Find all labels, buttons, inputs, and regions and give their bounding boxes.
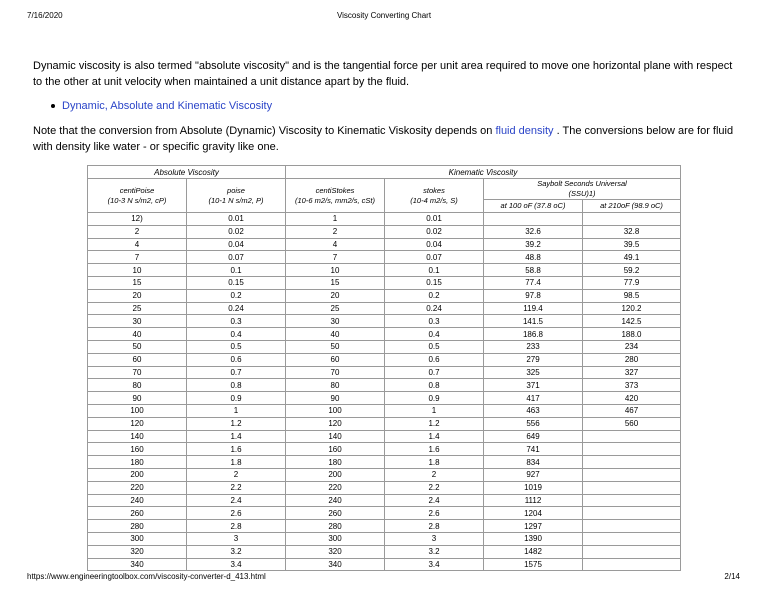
table-cell: 0.04 xyxy=(385,238,484,251)
table-cell: 12) xyxy=(88,213,187,226)
table-cell: 279 xyxy=(484,353,583,366)
table-cell: 417 xyxy=(484,392,583,405)
table-cell xyxy=(583,481,681,494)
table-cell: 320 xyxy=(286,545,385,558)
table-cell: 280 xyxy=(286,520,385,533)
table-cell: 15 xyxy=(286,276,385,289)
table-cell: 100 xyxy=(286,404,385,417)
table-cell xyxy=(583,468,681,481)
table-cell: 60 xyxy=(88,353,187,366)
table-cell: 25 xyxy=(88,302,187,315)
table-cell: 141.5 xyxy=(484,315,583,328)
table-cell: 120 xyxy=(88,417,187,430)
table-cell: 0.01 xyxy=(385,213,484,226)
table-cell xyxy=(583,532,681,545)
table-cell: 300 xyxy=(88,532,187,545)
table-row xyxy=(88,328,681,341)
table-cell: 2.4 xyxy=(385,494,484,507)
table-cell: 1575 xyxy=(484,558,583,571)
table-cell xyxy=(583,520,681,533)
table-cell: 140 xyxy=(286,430,385,443)
table-cell: 70 xyxy=(88,366,187,379)
table-cell: 0.7 xyxy=(187,366,286,379)
table-cell xyxy=(583,494,681,507)
table-cell: 1 xyxy=(187,404,286,417)
table-cell: 90 xyxy=(88,392,187,405)
table-cell: 1482 xyxy=(484,545,583,558)
table-cell: 2.2 xyxy=(385,481,484,494)
table-cell: 1.2 xyxy=(187,417,286,430)
table-row xyxy=(88,289,681,302)
table-cell: 556 xyxy=(484,417,583,430)
table-cell: 98.5 xyxy=(583,289,681,302)
col-ssu xyxy=(484,179,681,200)
group-absolute-viscosity: Absolute Viscosity xyxy=(88,166,286,179)
table-cell: 0.2 xyxy=(187,289,286,302)
table-row xyxy=(88,379,681,392)
table-row xyxy=(88,392,681,405)
table-cell: 233 xyxy=(484,340,583,353)
col-centipoise-unit: (10-3 N s/m2, cP) xyxy=(107,195,167,205)
table-cell: 0.02 xyxy=(187,225,286,238)
col-centipoise-label: centiPoise xyxy=(119,185,155,195)
table-row xyxy=(88,302,681,315)
table-cell: 120 xyxy=(286,417,385,430)
table-cell xyxy=(583,545,681,558)
table-cell: 1.8 xyxy=(187,456,286,469)
table-row xyxy=(88,238,681,251)
table-cell: 30 xyxy=(286,315,385,328)
table-cell: 373 xyxy=(583,379,681,392)
table-cell: 140 xyxy=(88,430,187,443)
fluid-density-link[interactable]: fluid density xyxy=(495,125,554,137)
table-cell: 40 xyxy=(88,328,187,341)
table-cell: 97.8 xyxy=(484,289,583,302)
table-cell: 188.0 xyxy=(583,328,681,341)
table-cell: 1 xyxy=(286,213,385,226)
table-cell: 20 xyxy=(286,289,385,302)
table-cell: 2.2 xyxy=(187,481,286,494)
page-number: 2/14 xyxy=(724,572,740,581)
table-cell: 0.1 xyxy=(187,264,286,277)
table-cell: 4 xyxy=(88,238,187,251)
table-cell: 0.9 xyxy=(187,392,286,405)
table-cell: 0.02 xyxy=(385,225,484,238)
table-cell: 260 xyxy=(286,507,385,520)
table-cell: 0.2 xyxy=(385,289,484,302)
table-cell: 300 xyxy=(286,532,385,545)
table-cell: 220 xyxy=(88,481,187,494)
table-cell xyxy=(583,213,681,226)
col-ssu-label: Saybolt Seconds Universal xyxy=(537,179,627,188)
table-row xyxy=(88,264,681,277)
table-cell: 0.07 xyxy=(187,251,286,264)
table-cell: 420 xyxy=(583,392,681,405)
table-cell: 1.6 xyxy=(385,443,484,456)
table-cell: 1.8 xyxy=(385,456,484,469)
table-cell: 0.4 xyxy=(187,328,286,341)
table-cell: 0.6 xyxy=(187,353,286,366)
table-cell: 1 xyxy=(385,404,484,417)
table-cell: 280 xyxy=(583,353,681,366)
table-cell: 0.15 xyxy=(187,276,286,289)
table-cell: 2.6 xyxy=(385,507,484,520)
table-cell: 39.5 xyxy=(583,238,681,251)
related-link-item xyxy=(51,98,738,114)
table-cell: 0.1 xyxy=(385,264,484,277)
table-cell: 0.6 xyxy=(385,353,484,366)
table-cell: 58.8 xyxy=(484,264,583,277)
table-cell: 240 xyxy=(88,494,187,507)
table-cell: 927 xyxy=(484,468,583,481)
col-poise-label: poise xyxy=(227,185,245,195)
table-cell: 2.4 xyxy=(187,494,286,507)
col-ssu-sub: (SSU)1) xyxy=(568,189,596,198)
table-cell: 160 xyxy=(88,443,187,456)
col-stokes-unit: (10-4 m2/s, S) xyxy=(410,195,458,205)
col-stokes xyxy=(385,179,484,213)
table-cell: 240 xyxy=(286,494,385,507)
table-cell: 1204 xyxy=(484,507,583,520)
table-cell: 741 xyxy=(484,443,583,456)
table-cell: 340 xyxy=(286,558,385,571)
table-cell: 220 xyxy=(286,481,385,494)
table-row xyxy=(88,251,681,264)
table-row xyxy=(88,366,681,379)
table-cell: 70 xyxy=(286,366,385,379)
col-stokes-label: stokes xyxy=(423,185,445,195)
article-body xyxy=(33,58,738,155)
table-cell: 280 xyxy=(88,520,187,533)
col-ssu-100f: at 100 oF (37.8 oC) xyxy=(484,200,583,213)
table-body xyxy=(88,213,681,571)
table-row xyxy=(88,225,681,238)
table-cell: 1112 xyxy=(484,494,583,507)
table-cell: 2 xyxy=(286,225,385,238)
table-cell: 1.4 xyxy=(187,430,286,443)
table-cell: 2 xyxy=(187,468,286,481)
table-row xyxy=(88,417,681,430)
table-cell: 15 xyxy=(88,276,187,289)
table-cell: 32.6 xyxy=(484,225,583,238)
table-cell: 48.8 xyxy=(484,251,583,264)
group-kinematic-viscosity: Kinematic Viscosity xyxy=(286,166,681,179)
table-cell: 186.8 xyxy=(484,328,583,341)
table-cell: 0.7 xyxy=(385,366,484,379)
table-cell: 50 xyxy=(286,340,385,353)
table-cell: 463 xyxy=(484,404,583,417)
viscosity-table xyxy=(87,165,681,571)
col-centipoise xyxy=(88,179,187,213)
col-centistokes-unit: (10-6 m2/s, mm2/s, cSt) xyxy=(294,195,375,205)
table-row xyxy=(88,520,681,533)
table-cell: 49.1 xyxy=(583,251,681,264)
table-cell: 0.24 xyxy=(385,302,484,315)
col-centistokes xyxy=(286,179,385,213)
table-cell: 0.5 xyxy=(385,340,484,353)
table-cell: 20 xyxy=(88,289,187,302)
table-cell xyxy=(583,507,681,520)
table-cell: 180 xyxy=(286,456,385,469)
table-cell: 10 xyxy=(286,264,385,277)
table-cell: 2 xyxy=(385,468,484,481)
table-row xyxy=(88,213,681,226)
table-cell: 3 xyxy=(187,532,286,545)
table-row xyxy=(88,494,681,507)
table-cell: 260 xyxy=(88,507,187,520)
table-cell: 80 xyxy=(286,379,385,392)
table-cell: 7 xyxy=(88,251,187,264)
col-poise-unit: (10-1 N s/m2, P) xyxy=(208,195,264,205)
viscosity-link[interactable]: Dynamic, Absolute and Kinematic Viscosity xyxy=(62,100,273,112)
table-cell: 120.2 xyxy=(583,302,681,315)
table-cell: 0.5 xyxy=(187,340,286,353)
table-cell: 1.6 xyxy=(187,443,286,456)
table-cell: 0.3 xyxy=(187,315,286,328)
table-cell: 3.2 xyxy=(187,545,286,558)
table-cell: 4 xyxy=(286,238,385,251)
table-cell: 0.9 xyxy=(385,392,484,405)
table-cell: 467 xyxy=(583,404,681,417)
col-centistokes-label: centiStokes xyxy=(315,185,355,195)
table-cell: 119.4 xyxy=(484,302,583,315)
table-row xyxy=(88,276,681,289)
table-row xyxy=(88,353,681,366)
table-row xyxy=(88,315,681,328)
table-cell: 25 xyxy=(286,302,385,315)
table-cell xyxy=(583,430,681,443)
table-row xyxy=(88,545,681,558)
table-cell: 100 xyxy=(88,404,187,417)
table-row xyxy=(88,507,681,520)
table-cell: 90 xyxy=(286,392,385,405)
table-cell: 39.2 xyxy=(484,238,583,251)
table-cell: 0.04 xyxy=(187,238,286,251)
table-cell: 327 xyxy=(583,366,681,379)
table-cell: 200 xyxy=(88,468,187,481)
table-cell: 3.4 xyxy=(385,558,484,571)
table-cell: 0.01 xyxy=(187,213,286,226)
table-cell: 1019 xyxy=(484,481,583,494)
table-cell: 32.8 xyxy=(583,225,681,238)
table-row xyxy=(88,340,681,353)
table-cell: 2.8 xyxy=(187,520,286,533)
table-cell: 3.2 xyxy=(385,545,484,558)
intro-paragraph: Dynamic viscosity is also termed "absolute viscosity" and is the tangential force per unit area required to move one horizontal plane with respect to the other at unit velocity when maintained a unit distance apart by the fluid. xyxy=(33,60,733,88)
table-cell: 0.15 xyxy=(385,276,484,289)
table-row xyxy=(88,443,681,456)
table-row xyxy=(88,532,681,545)
table-cell: 1390 xyxy=(484,532,583,545)
table-cell: 649 xyxy=(484,430,583,443)
table-cell: 10 xyxy=(88,264,187,277)
table-cell: 0.4 xyxy=(385,328,484,341)
table-row xyxy=(88,481,681,494)
table-cell: 30 xyxy=(88,315,187,328)
table-cell: 3 xyxy=(385,532,484,545)
table-cell: 77.9 xyxy=(583,276,681,289)
table-row xyxy=(88,430,681,443)
col-ssu-210f: at 210oF (98.9 oC) xyxy=(583,200,681,213)
table-cell: 2 xyxy=(88,225,187,238)
table-cell: 59.2 xyxy=(583,264,681,277)
table-cell: 0.3 xyxy=(385,315,484,328)
table-cell: 200 xyxy=(286,468,385,481)
note-paragraph xyxy=(33,123,738,155)
table-cell xyxy=(583,558,681,571)
table-cell: 371 xyxy=(484,379,583,392)
table-cell: 77.4 xyxy=(484,276,583,289)
note-text-before: Note that the conversion from Absolute (Dynamic) Viscosity to Kinematic Viskosity depends on xyxy=(33,125,496,137)
table-cell: 560 xyxy=(583,417,681,430)
table-cell: 142.5 xyxy=(583,315,681,328)
table-row xyxy=(88,404,681,417)
table-cell: 3.4 xyxy=(187,558,286,571)
table-cell: 325 xyxy=(484,366,583,379)
table-cell xyxy=(484,213,583,226)
table-cell: 320 xyxy=(88,545,187,558)
table-cell: 180 xyxy=(88,456,187,469)
table-cell: 834 xyxy=(484,456,583,469)
note-text-after: . The conversions below are for fluid with density like water - or specific gravity like one. xyxy=(33,125,734,153)
table-cell: 160 xyxy=(286,443,385,456)
bullet-icon xyxy=(51,104,55,108)
table-cell: 50 xyxy=(88,340,187,353)
table-cell: 60 xyxy=(286,353,385,366)
print-date: 7/16/2020 xyxy=(27,11,63,20)
table-cell: 1.4 xyxy=(385,430,484,443)
table-cell: 80 xyxy=(88,379,187,392)
table-row xyxy=(88,558,681,571)
print-url: https://www.engineeringtoolbox.com/viscosity-converter-d_413.html xyxy=(27,572,266,581)
table-cell xyxy=(583,443,681,456)
print-title: Viscosity Converting Chart xyxy=(336,11,432,20)
table-cell: 1.2 xyxy=(385,417,484,430)
table-row xyxy=(88,456,681,469)
table-cell xyxy=(583,456,681,469)
table-cell: 2.6 xyxy=(187,507,286,520)
table-cell: 2.8 xyxy=(385,520,484,533)
table-row xyxy=(88,468,681,481)
table-cell: 40 xyxy=(286,328,385,341)
table-cell: 234 xyxy=(583,340,681,353)
table-cell: 0.8 xyxy=(187,379,286,392)
table-cell: 1297 xyxy=(484,520,583,533)
col-poise xyxy=(187,179,286,213)
table-cell: 0.07 xyxy=(385,251,484,264)
table-cell: 7 xyxy=(286,251,385,264)
table-cell: 340 xyxy=(88,558,187,571)
table-cell: 0.8 xyxy=(385,379,484,392)
table-cell: 0.24 xyxy=(187,302,286,315)
